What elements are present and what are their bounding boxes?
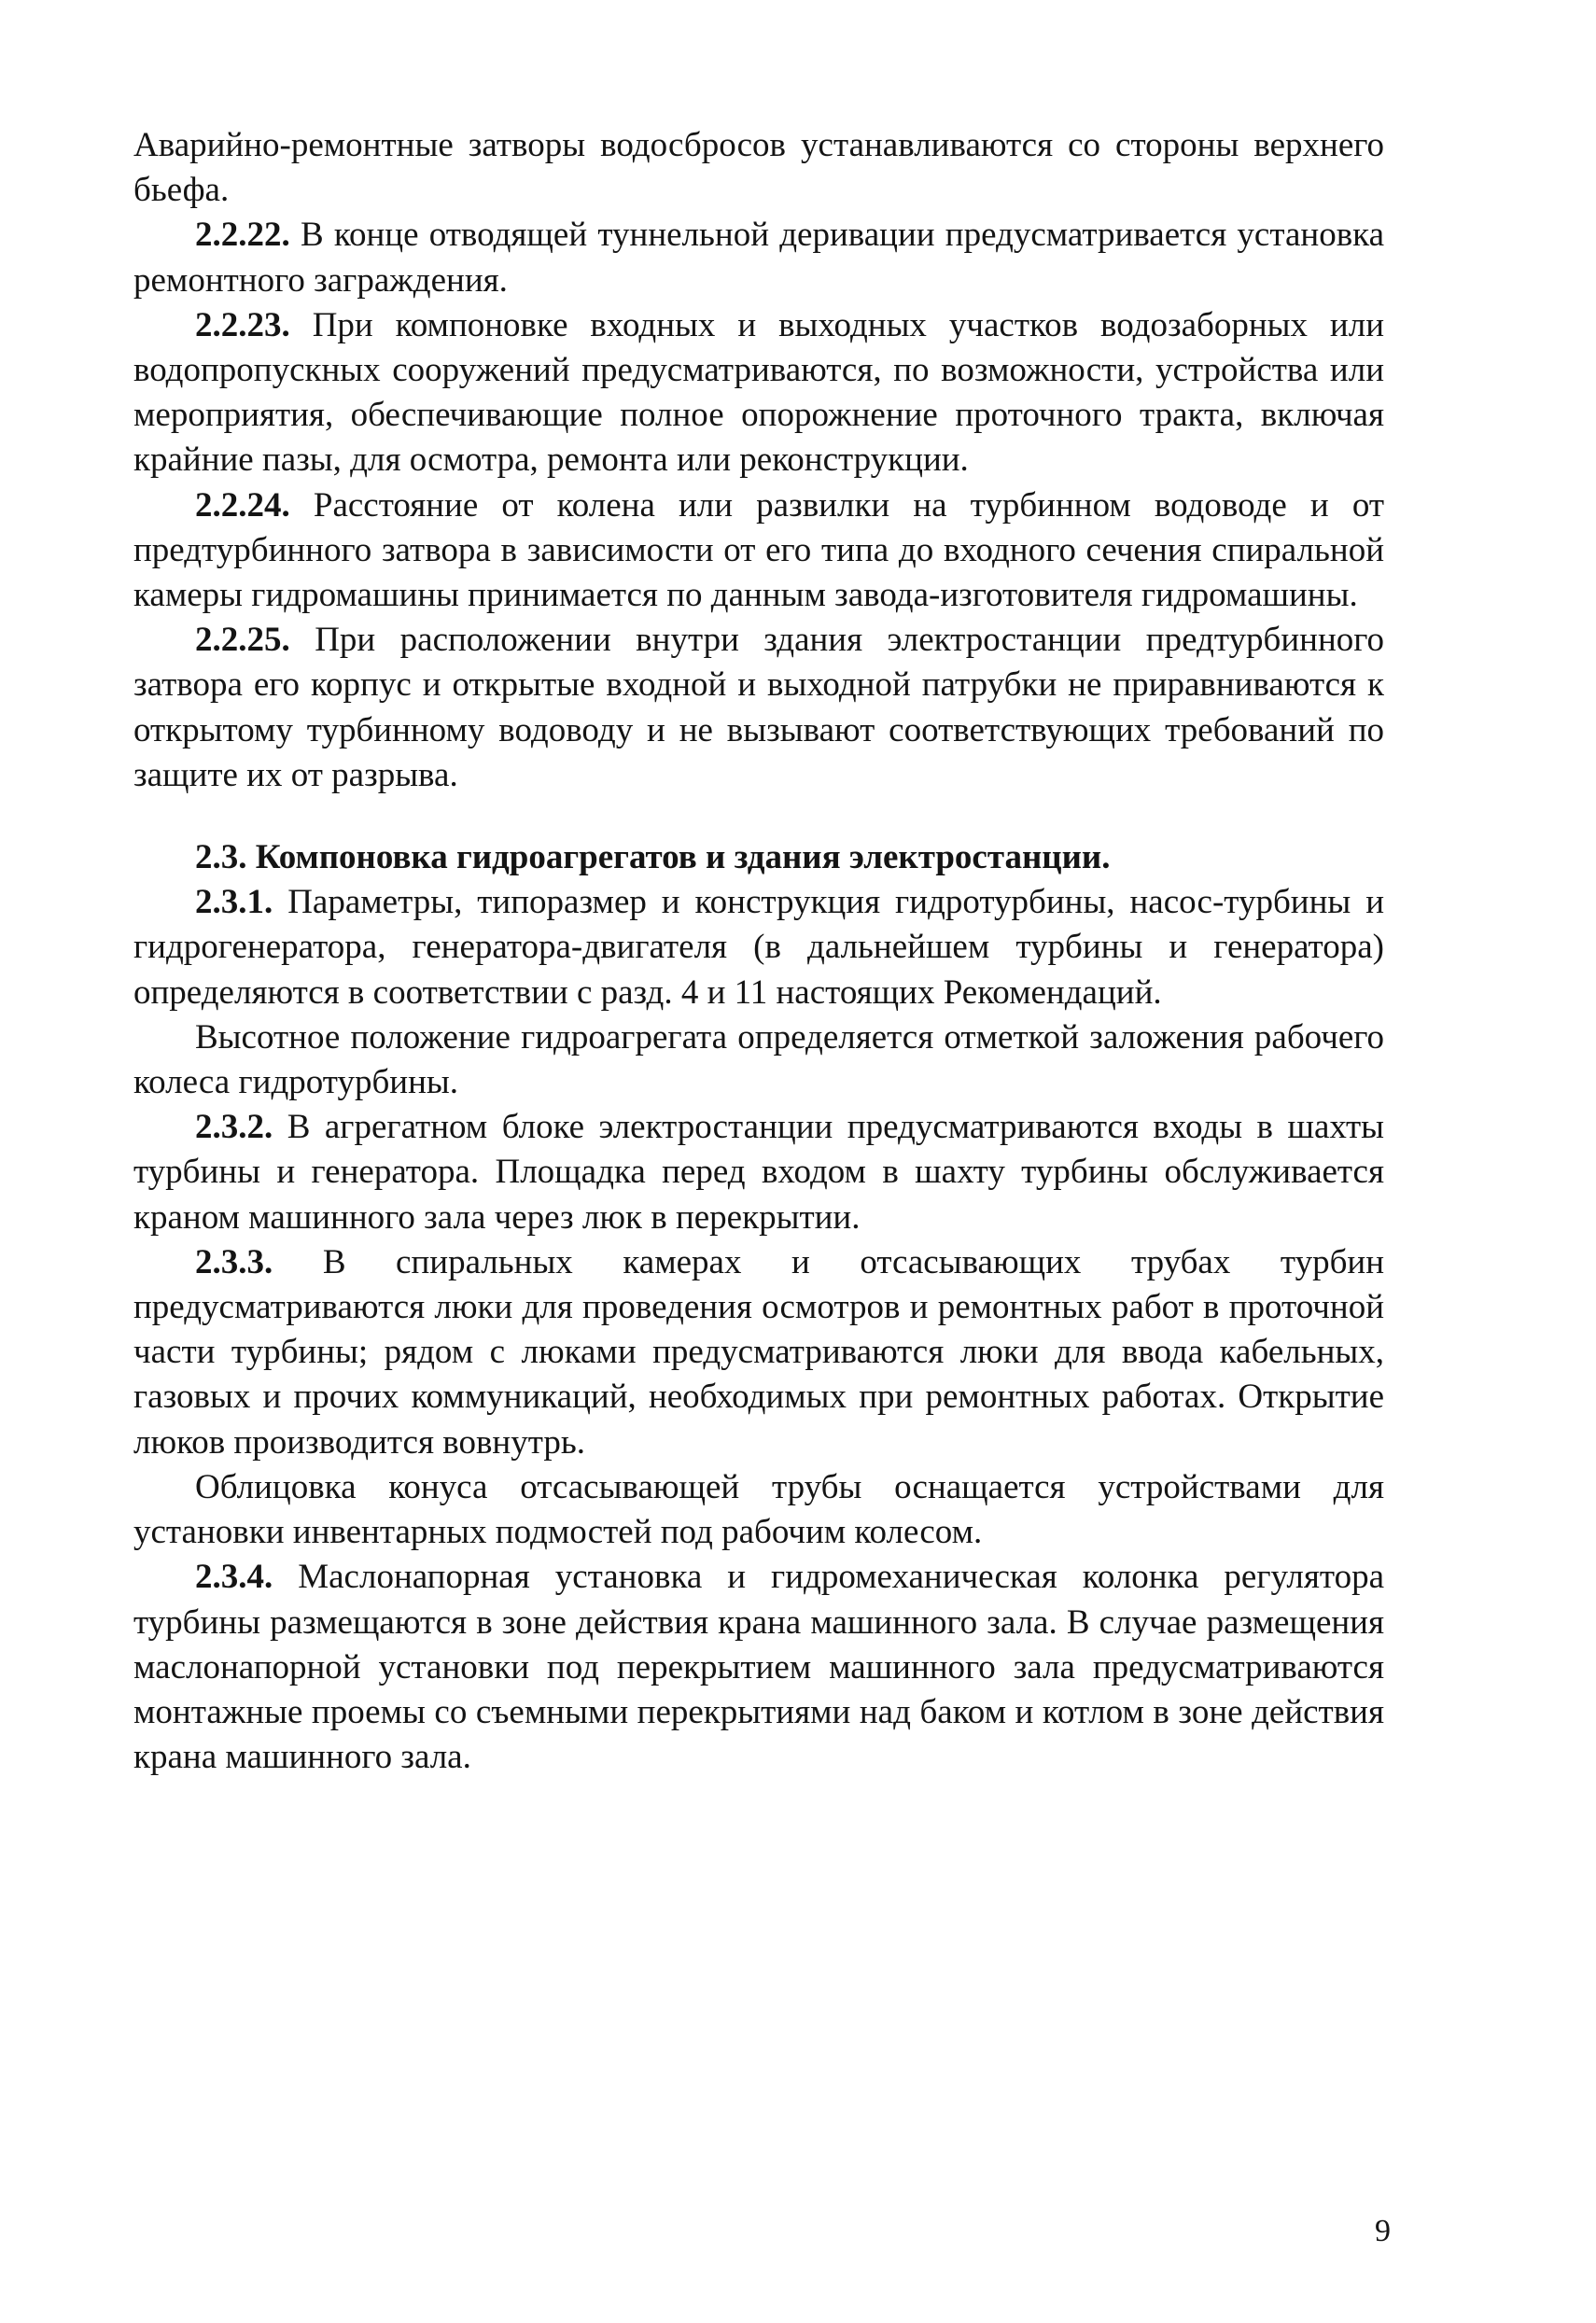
section-heading: 2.3. Компоновка гидроагрегатов и здания электростанции. <box>195 838 1111 877</box>
clause-number: 2.2.23. <box>195 305 290 344</box>
paragraph-unnumbered <box>133 1015 1384 1105</box>
paragraph-2-2-22 <box>133 213 1384 302</box>
paragraph-text: Расстояние от колена или развилки на турбинном водоводе и от предтурбинного затвора в зависимости от его типа до входного сечения спиральной камеры гидромашины принимается по данным завода-изготовителя гидромашины. <box>133 485 1384 615</box>
paragraph-2-2-24 <box>133 483 1384 619</box>
paragraph-text: Маслонапорная установка и гидромеханическая колонка регулятора турбины размещаются в зоне действия крана машинного зала. В случае размещения маслонапорной установки под перекрытием машинного зала предусматриваются монтажные проемы со съемными перекрытиями над баком и котлом в зоне действия крана машинного зала. <box>133 1558 1384 1777</box>
paragraph-text: При компоновке входных и выходных участков водозаборных или водопропускных сооружений предусматриваются, по возможности, устройства или мероприятия, обеспечивающие полное опорожнение проточного тракта, включая крайние пазы, для осмотра, ремонта или реконструкции. <box>133 305 1384 480</box>
clause-number: 2.3.1. <box>195 883 273 922</box>
paragraph-2-3-3 <box>133 1240 1384 1465</box>
clause-number: 2.2.24. <box>195 485 290 525</box>
paragraph-text: В спиральных камерах и отсасывающих трубах турбин предусматриваются люки для проведения осмотров и ремонтных работ в проточной части турбины; рядом с люками предусматриваются люки для ввода кабельных, газовых и прочих коммуникаций, необходимых при ремонтных работах. Открытие люков производится вовнутрь. <box>133 1242 1385 1462</box>
clause-number: 2.2.22. <box>195 216 290 255</box>
clause-number: 2.3.2. <box>195 1108 273 1147</box>
clause-number: 2.2.25. <box>195 621 290 660</box>
paragraph-text: При расположении внутри здания электростанции предтурбинного затвора его корпус и открытые входной и выходной патрубки не приравниваются к открытому турбинному водоводу и не вызывают соответствующих требований по защите их от разрыва. <box>133 621 1385 794</box>
paragraph-unnumbered <box>133 1465 1384 1555</box>
paragraph-text: Облицовка конуса отсасывающей трубы оснащается устройствами для установки инвентарных подмостей под рабочим колесом. <box>133 1467 1384 1552</box>
paragraph-text: Высотное положение гидроагрегата определяется отметкой заложения рабочего колеса гидротурбины. <box>133 1017 1384 1102</box>
paragraph-2-3-4 <box>133 1555 1384 1780</box>
clause-number: 2.3.3. <box>195 1242 273 1281</box>
page-number: 9 <box>1375 2214 1391 2248</box>
body-text <box>133 123 1384 1780</box>
paragraph-2-3-1 <box>133 880 1384 1015</box>
paragraph-text: В конце отводящей туннельной деривации предусматривается установка ремонтного заграждения. <box>133 216 1385 300</box>
paragraph-text: Параметры, типоразмер и конструкция гидротурбины, насос-турбины и гидрогенератора, генератора-двигателя (в дальнейшем турбины и генератора) определяются в соответствии с разд. 4 и 11 настоящих Рекомендаций. <box>133 883 1385 1012</box>
paragraph-2-2-23 <box>133 303 1384 483</box>
paragraph-text: В агрегатном блоке электростанции предусматриваются входы в шахты турбины и генератора. Площадка перед входом в шахту турбины обслуживается краном машинного зала через люк в перекрытии. <box>133 1108 1385 1237</box>
paragraph-2-2-25 <box>133 618 1384 798</box>
clause-number: 2.3.4. <box>195 1558 273 1597</box>
paragraph-2-3-2 <box>133 1105 1384 1240</box>
paragraph-text: Аварийно-ремонтные затворы водосбросов устанавливаются со стороны верхнего бьефа. <box>133 126 1384 210</box>
paragraph-continuation <box>133 123 1384 213</box>
